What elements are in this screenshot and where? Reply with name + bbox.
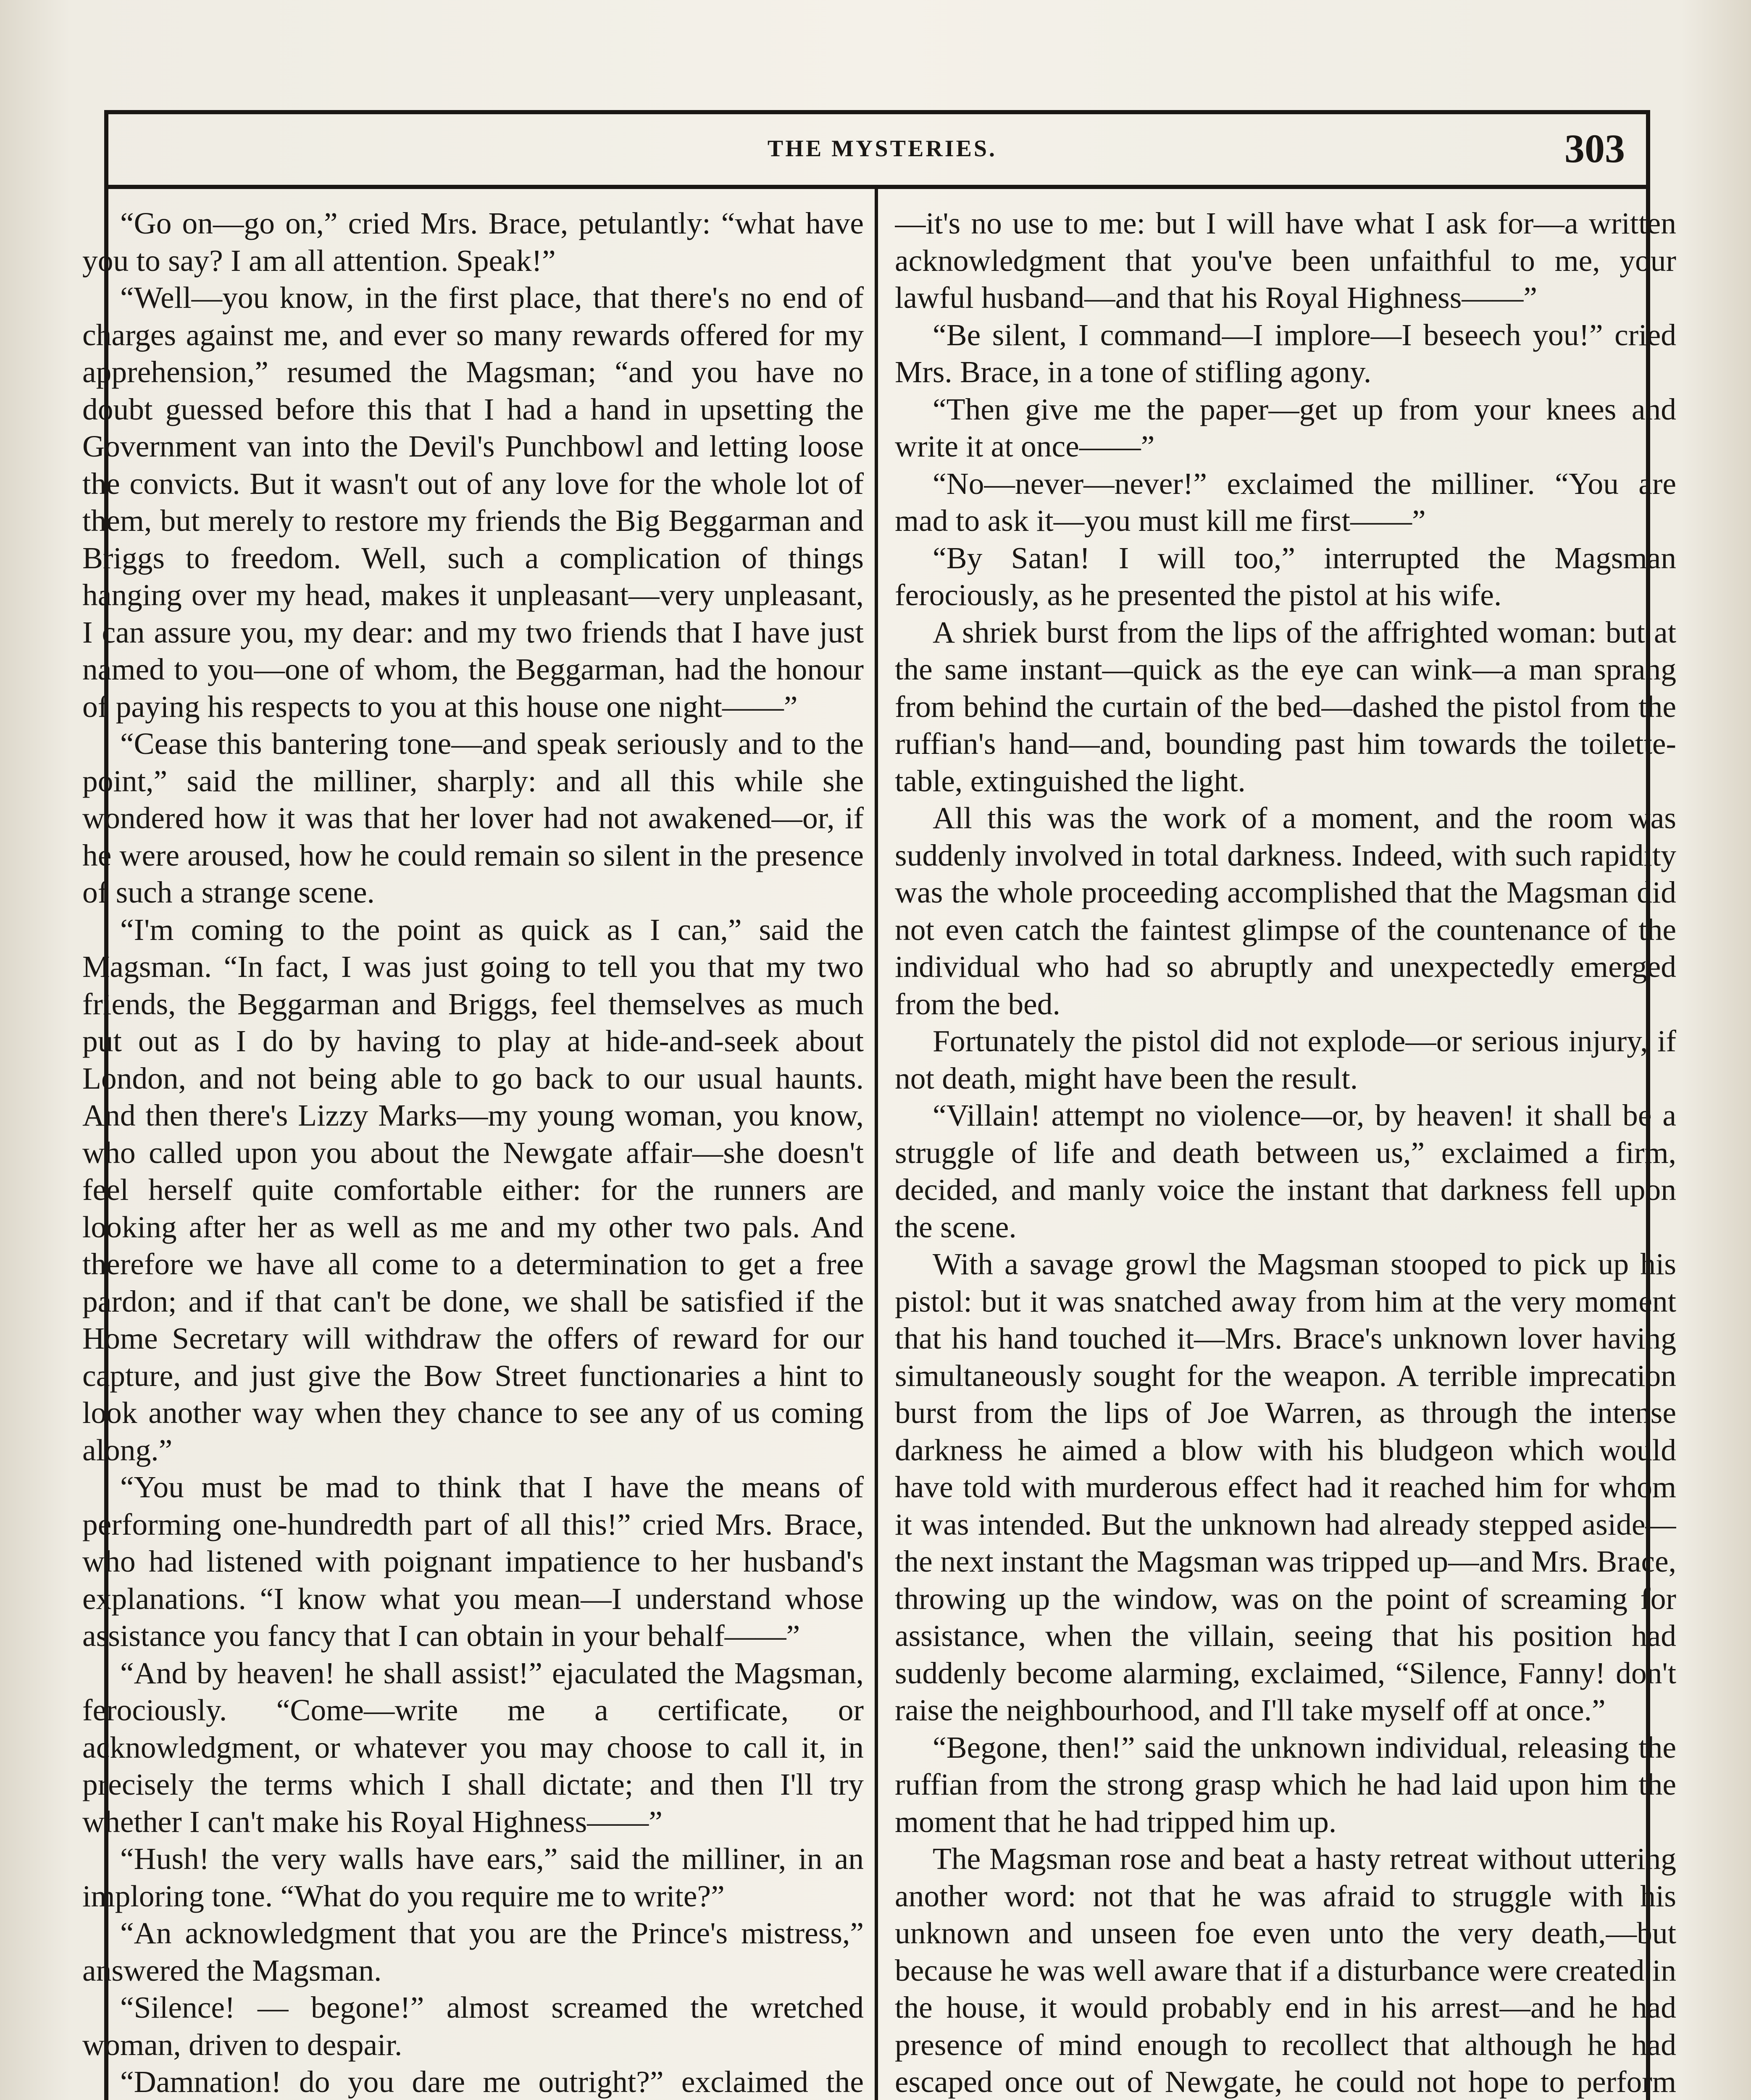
paragraph: “An acknowledgment that you are the Prince's mistress,” answered the Magsman. <box>82 1916 864 1987</box>
paragraph: “Go on—go on,” cried Mrs. Brace, petulantly: “what have you to say? I am all attention. Speak!” <box>82 206 864 278</box>
paragraph: “Begone, then!” said the unknown individual, releasing the ruffian from the strong grasp which he had laid upon him the moment that he had tripped him up. <box>895 1730 1676 1839</box>
paragraph: “Silence! — begone!” almost screamed the wretched woman, driven to despair. <box>82 1990 864 2062</box>
page-number: 303 <box>1564 126 1625 171</box>
paragraph: “And by heaven! he shall assist!” ejaculated the Magsman, ferociously. “Come—write me a certificate, or acknowledgment, or whatever you may choose to call it, in precisely the terms which I shall dictate; and then I'll try whether I can't make his Royal Highness——” <box>82 1656 864 1839</box>
right-column <box>895 205 1676 2100</box>
paragraph: “Villain! attempt no violence—or, by heaven! it shall be a struggle of life and death between us,” exclaimed a firm, decided, and manly voice the instant that darkness fell upon the scene. <box>895 1098 1676 1244</box>
paragraph: “Be silent, I command—I implore—I beseech you!” cried Mrs. Brace, in a tone of stifling agony. <box>895 318 1676 389</box>
paragraph: “You must be mad to think that I have the means of performing one-hundredth part of all this!” cried Mrs. Brace, who had listened with poignant impatience to her husband's explanations. “I know what you mean—I understand whose assistance you fancy that I can obtain in your behalf——” <box>82 1470 864 1653</box>
header-rule <box>104 185 1650 189</box>
paragraph: “Cease this bantering tone—and speak seriously and to the point,” said the milliner, sharply: and all this while she wondered how it was that her lover had not awakened—or, if he were aroused, how he could remain so silent in the presence of such a strange scene. <box>82 727 864 909</box>
paragraph: A shriek burst from the lips of the affrighted woman: but at the same instant—quick as the eye can wink—a man sprang from behind the curtain of the bed—dashed the pistol from the ruffian's hand—and, bounding past him towards the toilette-table, extinguished the light. <box>895 615 1676 798</box>
paragraph: Fortunately the pistol did not explode—or serious injury, if not death, might have been the result. <box>895 1024 1676 1095</box>
paragraph: “By Satan! I will too,” interrupted the Magsman ferociously, as he presented the pistol at his wife. <box>895 541 1676 612</box>
paragraph: —it's no use to me: but I will have what I ask for—a written acknowledgment that you've been unfaithful to me, your lawful husband—and that his Royal Highness——” <box>895 206 1676 315</box>
paragraph: “I'm coming to the point as quick as I can,” said the Magsman. “In fact, I was just going to tell you that my two friends, the Beggarman and Briggs, feel themselves as much put out as I do by having to play at hide-and-seek about London, and not being able to go back to our usual haunts. And then there's Lizzy Marks—my young woman, you know, who called upon you about the Newgate affair—she doesn't feel herself quite comfortable either: for the runners are looking after her as well as me and my other two pals. And therefore we have all come to a determination to get a free pardon; and if that can't be done, we shall be satisfied if the Home Secretary will withdraw the offers of reward for our capture, and just give the Bow Street functionaries a hint to look another way when they chance to see any of us coming along.” <box>82 912 864 1467</box>
running-head: THE MYSTERIES. <box>767 136 997 162</box>
paragraph: All this was the work of a moment, and the room was suddenly involved in total darkness. Indeed, with such rapidity was the whole proceeding accomplished that the Magsman did not even catch the faintest glimpse of the countenance of the individual who had so abruptly and unexpectedly emerged from the bed. <box>895 801 1676 1021</box>
left-column <box>82 205 864 2100</box>
paragraph: “No—never—never!” exclaimed the milliner. “You are mad to ask it—you must kill me first——” <box>895 466 1676 538</box>
paragraph: “Then give me the paper—get up from your knees and write it at once——” <box>895 392 1676 463</box>
paragraph: “Hush! the very walls have ears,” said the milliner, in an imploring tone. “What do you require me to write?” <box>82 1842 864 1913</box>
paragraph: “Damnation! do you dare me outright?” exclaimed the <box>120 2065 864 2099</box>
column-divider <box>875 189 878 2100</box>
paragraph: The Magsman rose and beat a hasty retreat without uttering another word: not that he was afraid to struggle with his unknown and unseen foe even unto the very death,—but because he was well aware that if a disturbance were created in the house, it would probably end in his arrest—and he had presence of mind enough to recollect that although he had escaped once out of Newgate, he could not hope to perform <box>895 1842 1676 2099</box>
paragraph: With a savage growl the Magsman stooped to pick up his pistol: but it was snatched away from him at the very moment that his hand touched it—Mrs. Brace's unknown lover having simultaneously sought for the weapon. A terrible imprecation burst from the lips of Joe Warren, as through the intense darkness he aimed a blow with his bludgeon which would have told with murderous effect had it reached him for whom it was intended. But the unknown had already stepped aside—the next instant the Magsman was tripped up—and Mrs. Brace, throwing up the window, was on the point of screaming for assistance, when the villain, seeing that his position had suddenly become alarming, exclaimed, “Silence, Fanny! don't raise the neighbourhood, and I'll take myself off at once.” <box>895 1247 1676 1727</box>
paragraph: “Well—you know, in the first place, that there's no end of charges against me, and ever so many rewards offered for my apprehension,” resumed the Magsman; “and you have no doubt guessed before this that I had a hand in upsetting the Government van into the Devil's Punchbowl and letting loose the convicts. But it wasn't out of any love for the whole lot of them, but merely to restore my friends the Big Beggarman and Briggs to freedom. Well, such a complication of things hanging over my head, makes it unpleasant—very unpleasant, I can assure you, my dear: and my two friends that I have just named to you—one of whom, the Beggarman, had the honour of paying his respects to you at this house one night——” <box>82 281 864 724</box>
